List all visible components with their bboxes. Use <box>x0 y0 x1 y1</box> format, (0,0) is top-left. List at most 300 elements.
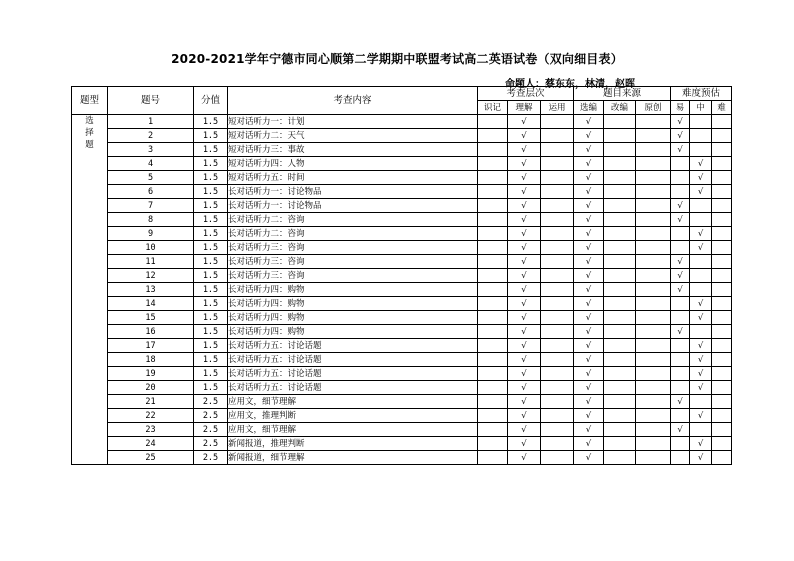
question-content: 长对话听力五：讨论话题 <box>228 367 478 381</box>
table-row <box>72 437 732 451</box>
level-check-mark: √ <box>508 353 541 367</box>
difficulty-cell <box>712 241 732 255</box>
question-score: 1.5 <box>194 227 228 241</box>
level-check-mark: √ <box>508 115 541 129</box>
difficulty-cell <box>690 199 712 213</box>
source-check-mark: √ <box>574 213 604 227</box>
source-cell <box>604 381 636 395</box>
source-cell <box>636 157 671 171</box>
level-cell <box>478 283 508 297</box>
header-diff-hard: 难 <box>712 101 732 115</box>
difficulty-check-mark: √ <box>690 353 712 367</box>
question-score: 1.5 <box>194 311 228 325</box>
difficulty-check-mark: √ <box>671 255 690 269</box>
source-check-mark: √ <box>574 353 604 367</box>
page-title: 2020-2021学年宁德市同心顺第二学期期中联盟考试高二英语试卷（双向细目表） <box>171 52 623 66</box>
difficulty-cell <box>712 283 732 297</box>
level-cell <box>478 143 508 157</box>
table-row <box>72 213 732 227</box>
question-score: 1.5 <box>194 381 228 395</box>
difficulty-cell <box>712 339 732 353</box>
source-check-mark: √ <box>574 451 604 465</box>
author-line: 命题人：蔡东东，林清，赵晖 <box>505 79 635 90</box>
question-score: 1.5 <box>194 115 228 129</box>
source-check-mark: √ <box>574 255 604 269</box>
table-body <box>72 115 732 465</box>
level-cell <box>541 437 574 451</box>
level-cell <box>541 423 574 437</box>
difficulty-cell <box>712 185 732 199</box>
level-cell <box>541 213 574 227</box>
table-row <box>72 381 732 395</box>
source-check-mark: √ <box>574 381 604 395</box>
table-row <box>72 269 732 283</box>
source-cell <box>604 311 636 325</box>
question-content: 长对话听力二：咨询 <box>228 227 478 241</box>
level-cell <box>541 199 574 213</box>
difficulty-cell <box>671 241 690 255</box>
level-check-mark: √ <box>508 367 541 381</box>
source-cell <box>604 339 636 353</box>
source-check-mark: √ <box>574 115 604 129</box>
source-check-mark: √ <box>574 199 604 213</box>
question-score: 1.5 <box>194 297 228 311</box>
spec-table <box>71 86 732 465</box>
level-check-mark: √ <box>508 129 541 143</box>
difficulty-check-mark: √ <box>690 451 712 465</box>
question-content: 长对话听力五：讨论话题 <box>228 381 478 395</box>
difficulty-check-mark: √ <box>671 269 690 283</box>
question-content: 短对话听力一：计划 <box>228 115 478 129</box>
question-number: 9 <box>108 227 194 241</box>
source-cell <box>636 241 671 255</box>
source-cell <box>604 213 636 227</box>
source-cell <box>636 143 671 157</box>
difficulty-cell <box>712 311 732 325</box>
question-content: 长对话听力四：购物 <box>228 297 478 311</box>
question-number: 19 <box>108 367 194 381</box>
difficulty-cell <box>712 213 732 227</box>
level-cell <box>478 311 508 325</box>
question-score: 1.5 <box>194 241 228 255</box>
level-check-mark: √ <box>508 437 541 451</box>
source-check-mark: √ <box>574 227 604 241</box>
question-number: 11 <box>108 255 194 269</box>
source-check-mark: √ <box>574 185 604 199</box>
level-cell <box>478 185 508 199</box>
difficulty-cell <box>671 353 690 367</box>
source-cell <box>636 311 671 325</box>
question-content: 新闻报道，推理判断 <box>228 437 478 451</box>
difficulty-cell <box>712 199 732 213</box>
difficulty-cell <box>671 437 690 451</box>
source-check-mark: √ <box>574 157 604 171</box>
source-cell <box>604 199 636 213</box>
difficulty-cell <box>671 381 690 395</box>
level-cell <box>478 227 508 241</box>
difficulty-check-mark: √ <box>690 185 712 199</box>
question-number: 8 <box>108 213 194 227</box>
difficulty-check-mark: √ <box>671 199 690 213</box>
question-number: 3 <box>108 143 194 157</box>
difficulty-check-mark: √ <box>671 143 690 157</box>
difficulty-cell <box>690 115 712 129</box>
level-check-mark: √ <box>508 381 541 395</box>
difficulty-cell <box>671 157 690 171</box>
question-content: 应用文，细节理解 <box>228 423 478 437</box>
question-number: 20 <box>108 381 194 395</box>
level-cell <box>541 157 574 171</box>
difficulty-cell <box>671 409 690 423</box>
question-content: 应用文，细节理解 <box>228 395 478 409</box>
difficulty-check-mark: √ <box>671 115 690 129</box>
difficulty-cell <box>671 227 690 241</box>
question-number: 16 <box>108 325 194 339</box>
header-level-understand: 理解 <box>508 101 541 115</box>
source-cell <box>636 395 671 409</box>
table-row <box>72 311 732 325</box>
header-source-selected: 选编 <box>574 101 604 115</box>
source-check-mark: √ <box>574 339 604 353</box>
difficulty-cell <box>712 115 732 129</box>
difficulty-cell <box>671 311 690 325</box>
source-cell <box>604 409 636 423</box>
table-row <box>72 409 732 423</box>
level-check-mark: √ <box>508 213 541 227</box>
level-cell <box>478 395 508 409</box>
table-row <box>72 395 732 409</box>
difficulty-cell <box>712 381 732 395</box>
source-cell <box>604 367 636 381</box>
difficulty-cell <box>712 353 732 367</box>
difficulty-check-mark: √ <box>671 395 690 409</box>
level-cell <box>541 451 574 465</box>
difficulty-cell <box>712 451 732 465</box>
source-check-mark: √ <box>574 297 604 311</box>
question-type-cell: 选 择 题 <box>72 115 108 465</box>
question-score: 1.5 <box>194 283 228 297</box>
difficulty-cell <box>690 395 712 409</box>
level-cell <box>478 157 508 171</box>
source-cell <box>604 129 636 143</box>
source-cell <box>636 367 671 381</box>
source-check-mark: √ <box>574 143 604 157</box>
header-source-adapted: 改编 <box>604 101 636 115</box>
table-row <box>72 255 732 269</box>
difficulty-check-mark: √ <box>690 157 712 171</box>
table-row <box>72 367 732 381</box>
level-cell <box>541 409 574 423</box>
source-cell <box>636 437 671 451</box>
table-row <box>72 353 732 367</box>
question-score: 1.5 <box>194 143 228 157</box>
question-content: 长对话听力四：购物 <box>228 325 478 339</box>
difficulty-cell <box>712 255 732 269</box>
source-check-mark: √ <box>574 367 604 381</box>
difficulty-cell <box>712 143 732 157</box>
level-cell <box>541 325 574 339</box>
question-number: 24 <box>108 437 194 451</box>
question-content: 短对话听力五：时间 <box>228 171 478 185</box>
level-cell <box>541 381 574 395</box>
header-level: 考查层次 <box>478 87 574 101</box>
source-cell <box>604 171 636 185</box>
source-cell <box>636 283 671 297</box>
source-cell <box>604 325 636 339</box>
source-check-mark: √ <box>574 409 604 423</box>
question-number: 14 <box>108 297 194 311</box>
level-cell <box>541 283 574 297</box>
level-cell <box>541 171 574 185</box>
question-number: 6 <box>108 185 194 199</box>
source-cell <box>604 115 636 129</box>
level-cell <box>541 129 574 143</box>
difficulty-cell <box>712 297 732 311</box>
level-check-mark: √ <box>508 297 541 311</box>
level-check-mark: √ <box>508 423 541 437</box>
question-score: 1.5 <box>194 255 228 269</box>
source-cell <box>636 227 671 241</box>
source-cell <box>636 255 671 269</box>
difficulty-cell <box>690 325 712 339</box>
question-score: 1.5 <box>194 199 228 213</box>
difficulty-cell <box>671 185 690 199</box>
level-cell <box>541 339 574 353</box>
level-cell <box>541 297 574 311</box>
difficulty-check-mark: √ <box>690 367 712 381</box>
difficulty-cell <box>690 143 712 157</box>
difficulty-cell <box>690 423 712 437</box>
source-cell <box>636 213 671 227</box>
level-cell <box>478 325 508 339</box>
header-diff-easy: 易 <box>671 101 690 115</box>
question-content: 长对话听力三：咨询 <box>228 255 478 269</box>
level-cell <box>478 171 508 185</box>
table-row <box>72 297 732 311</box>
level-cell <box>478 255 508 269</box>
difficulty-cell <box>690 283 712 297</box>
difficulty-cell <box>671 171 690 185</box>
difficulty-check-mark: √ <box>690 437 712 451</box>
level-check-mark: √ <box>508 451 541 465</box>
level-cell <box>478 129 508 143</box>
source-cell <box>604 353 636 367</box>
difficulty-cell <box>712 437 732 451</box>
question-number: 7 <box>108 199 194 213</box>
source-cell <box>636 171 671 185</box>
table-row <box>72 157 732 171</box>
level-cell <box>478 213 508 227</box>
level-check-mark: √ <box>508 199 541 213</box>
level-cell <box>478 381 508 395</box>
question-content: 长对话听力五：讨论话题 <box>228 353 478 367</box>
question-score: 1.5 <box>194 171 228 185</box>
source-cell <box>636 409 671 423</box>
source-cell <box>604 283 636 297</box>
question-content: 短对话听力四：人物 <box>228 157 478 171</box>
question-content: 短对话听力二：天气 <box>228 129 478 143</box>
level-cell <box>541 311 574 325</box>
header-number: 题号 <box>108 87 194 115</box>
source-check-mark: √ <box>574 395 604 409</box>
level-check-mark: √ <box>508 241 541 255</box>
difficulty-check-mark: √ <box>690 241 712 255</box>
difficulty-check-mark: √ <box>671 129 690 143</box>
source-check-mark: √ <box>574 129 604 143</box>
source-cell <box>636 423 671 437</box>
level-cell <box>478 437 508 451</box>
question-content: 长对话听力一：讨论物品 <box>228 199 478 213</box>
source-check-mark: √ <box>574 423 604 437</box>
question-number: 15 <box>108 311 194 325</box>
header-level-recall: 识记 <box>478 101 508 115</box>
question-score: 1.5 <box>194 367 228 381</box>
table-row <box>72 451 732 465</box>
question-score: 2.5 <box>194 437 228 451</box>
question-score: 2.5 <box>194 451 228 465</box>
source-check-mark: √ <box>574 325 604 339</box>
level-cell <box>478 115 508 129</box>
level-cell <box>478 451 508 465</box>
question-content: 长对话听力四：购物 <box>228 283 478 297</box>
source-cell <box>636 325 671 339</box>
level-check-mark: √ <box>508 227 541 241</box>
level-cell <box>541 353 574 367</box>
question-score: 1.5 <box>194 353 228 367</box>
question-number: 5 <box>108 171 194 185</box>
question-number: 18 <box>108 353 194 367</box>
table-row <box>72 339 732 353</box>
question-score: 1.5 <box>194 269 228 283</box>
level-cell <box>478 409 508 423</box>
question-number: 21 <box>108 395 194 409</box>
level-cell <box>478 339 508 353</box>
source-check-mark: √ <box>574 241 604 255</box>
question-score: 1.5 <box>194 213 228 227</box>
question-content: 长对话听力一：讨论物品 <box>228 185 478 199</box>
table-row <box>72 185 732 199</box>
source-check-mark: √ <box>574 269 604 283</box>
question-score: 1.5 <box>194 157 228 171</box>
question-number: 22 <box>108 409 194 423</box>
level-check-mark: √ <box>508 325 541 339</box>
source-cell <box>604 255 636 269</box>
question-score: 1.5 <box>194 325 228 339</box>
level-cell <box>541 367 574 381</box>
source-cell <box>604 241 636 255</box>
source-cell <box>604 423 636 437</box>
question-content: 应用文，推理判断 <box>228 409 478 423</box>
header-source: 题目来源 <box>574 87 671 101</box>
level-check-mark: √ <box>508 171 541 185</box>
question-content: 长对话听力三：咨询 <box>228 269 478 283</box>
level-cell <box>541 269 574 283</box>
level-check-mark: √ <box>508 143 541 157</box>
question-number: 13 <box>108 283 194 297</box>
question-score: 1.5 <box>194 129 228 143</box>
source-check-mark: √ <box>574 311 604 325</box>
difficulty-cell <box>712 409 732 423</box>
table-row <box>72 325 732 339</box>
source-cell <box>636 129 671 143</box>
difficulty-cell <box>712 171 732 185</box>
difficulty-cell <box>690 213 712 227</box>
level-cell <box>541 115 574 129</box>
difficulty-cell <box>712 269 732 283</box>
difficulty-cell <box>690 255 712 269</box>
level-cell <box>478 353 508 367</box>
level-check-mark: √ <box>508 283 541 297</box>
difficulty-cell <box>671 339 690 353</box>
level-check-mark: √ <box>508 395 541 409</box>
source-cell <box>636 199 671 213</box>
source-cell <box>604 185 636 199</box>
table-row <box>72 283 732 297</box>
level-cell <box>541 227 574 241</box>
question-score: 2.5 <box>194 409 228 423</box>
question-number: 25 <box>108 451 194 465</box>
question-content: 短对话听力三：事故 <box>228 143 478 157</box>
source-cell <box>636 185 671 199</box>
difficulty-check-mark: √ <box>671 325 690 339</box>
question-content: 长对话听力四：购物 <box>228 311 478 325</box>
difficulty-cell <box>712 423 732 437</box>
header-source-original: 原创 <box>636 101 671 115</box>
source-cell <box>636 269 671 283</box>
difficulty-cell <box>690 129 712 143</box>
source-cell <box>636 381 671 395</box>
question-score: 1.5 <box>194 339 228 353</box>
source-cell <box>604 227 636 241</box>
header-content: 考查内容 <box>228 87 478 115</box>
source-check-mark: √ <box>574 283 604 297</box>
difficulty-cell <box>712 367 732 381</box>
level-cell <box>541 255 574 269</box>
level-cell <box>478 241 508 255</box>
source-cell <box>604 437 636 451</box>
question-content: 长对话听力三：咨询 <box>228 241 478 255</box>
question-number: 2 <box>108 129 194 143</box>
source-cell <box>636 353 671 367</box>
difficulty-cell <box>671 297 690 311</box>
difficulty-cell <box>712 395 732 409</box>
table-row <box>72 227 732 241</box>
difficulty-cell <box>690 269 712 283</box>
source-cell <box>604 143 636 157</box>
question-number: 17 <box>108 339 194 353</box>
source-cell <box>604 297 636 311</box>
level-cell <box>478 367 508 381</box>
difficulty-check-mark: √ <box>690 409 712 423</box>
source-check-mark: √ <box>574 437 604 451</box>
level-check-mark: √ <box>508 269 541 283</box>
difficulty-cell <box>712 157 732 171</box>
difficulty-check-mark: √ <box>690 381 712 395</box>
difficulty-cell <box>712 129 732 143</box>
difficulty-check-mark: √ <box>671 423 690 437</box>
question-number: 12 <box>108 269 194 283</box>
difficulty-check-mark: √ <box>690 339 712 353</box>
level-cell <box>478 297 508 311</box>
table-row <box>72 171 732 185</box>
table-row <box>72 115 732 129</box>
header-type: 题型 <box>72 87 108 115</box>
header-score: 分值 <box>194 87 228 115</box>
difficulty-cell <box>712 227 732 241</box>
table-row <box>72 199 732 213</box>
header-diff-medium: 中 <box>690 101 712 115</box>
difficulty-check-mark: √ <box>690 311 712 325</box>
